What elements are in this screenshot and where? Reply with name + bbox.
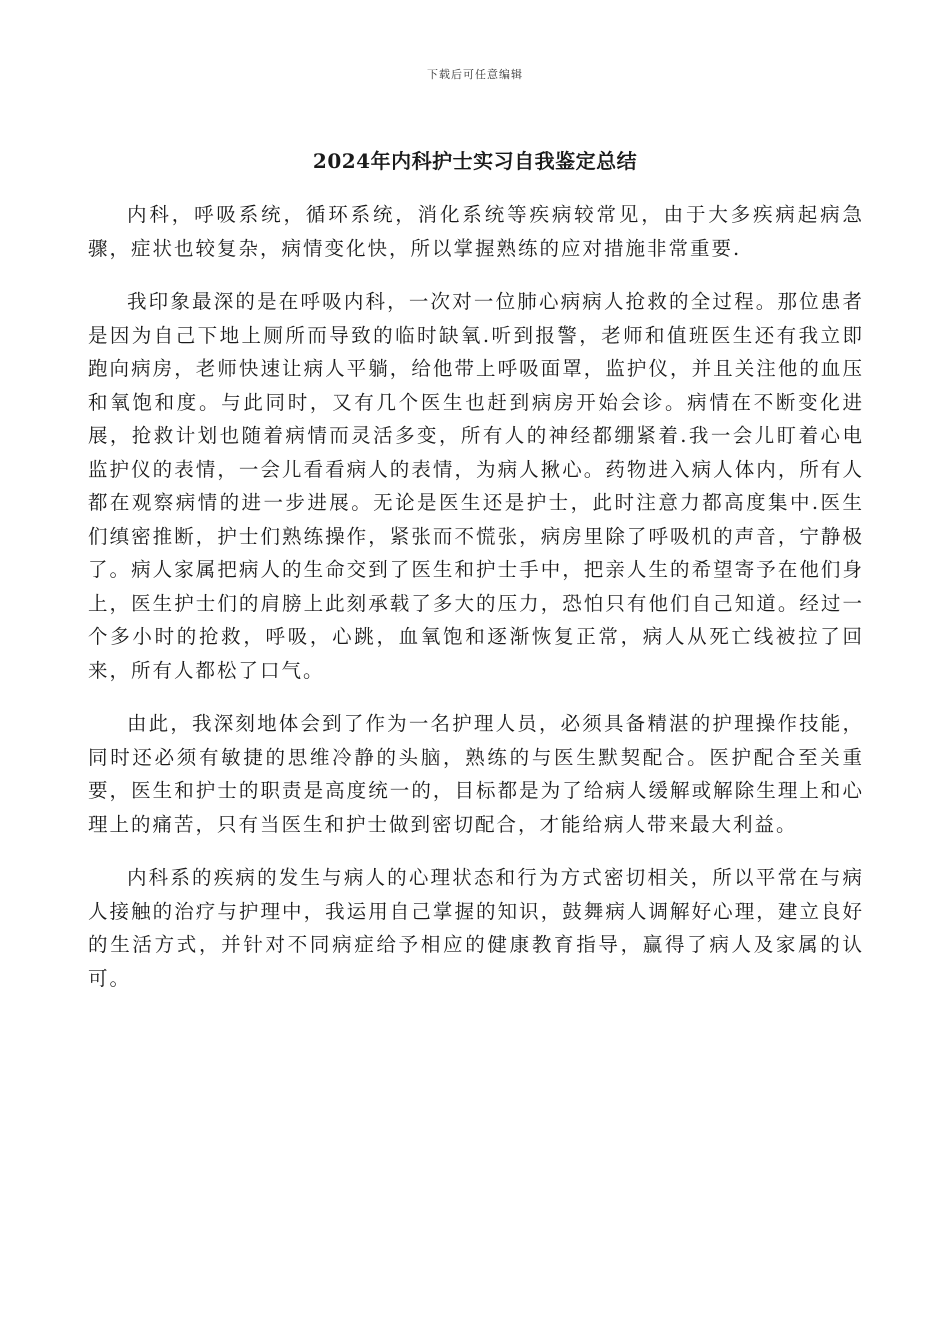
- header-note: 下载后可任意编辑: [427, 68, 523, 81]
- paragraph-4: 内科系的疾病的发生与病人的心理状态和行为方式密切相关，所以平常在与病人接触的治疗与护理中，我运用自己掌握的知识，鼓舞病人调解好心理，建立良好的生活方式，并针对不同病症给予相应的健康教育指导，赢得了病人及家属的认可。: [88, 866, 864, 990]
- paragraph-2: 我印象最深的是在呼吸内科，一次对一位肺心病病人抢救的全过程。那位患者是因为自己下地上厕所而导致的临时缺氧.听到报警，老师和值班医生还有我立即跑向病房，老师快速让病人平躺，给他带上呼吸面罩，监护仪，并且关注他的血压和氧饱和度。与此同时，又有几个医生也赶到病房开始会诊。病情在不断变化进展，抢救计划也随着病情而灵活多变，所有人的神经都绷紧着.我一会儿盯着心电监护仪的表情，一会儿看看病人的表情，为病人揪心。药物进入病人体内，所有人都在观察病情的进一步进展。无论是医生还是护士，此时注意力都高度集中.医生们缜密推断，护士们熟练操作，紧张而不慌张，病房里除了呼吸机的声音，宁静极了。病人家属把病人的生命交到了医生和护士手中，把亲人生的希望寄予在他们身上，医生护士们的肩膀上此刻承载了多大的压力，恐怕只有他们自己知道。经过一个多小时的抢救，呼吸，心跳，血氧饱和逐渐恢复正常，病人从死亡线被拉了回来，所有人都松了口气。: [88, 290, 864, 682]
- paragraph-3: 由此，我深刻地体会到了作为一名护理人员，必须具备精湛的护理操作技能，同时还必须有敏捷的思维冷静的头脑，熟练的与医生默契配合。医护配合至关重要，医生和护士的职责是高度统一的，目标都是为了给病人缓解或解除生理上和心理上的痛苦，只有当医生和护士做到密切配合，才能给病人带来最大利益。: [88, 712, 864, 836]
- paragraph-1: 内科，呼吸系统，循环系统，消化系统等疾病较常见，由于大多疾病起病急骤，症状也较复杂，病情变化快，所以掌握熟练的应对措施非常重要.: [88, 203, 864, 260]
- document-body: [88, 198, 864, 1015]
- document-title: 2024年内科护士实习自我鉴定总结: [312, 149, 638, 173]
